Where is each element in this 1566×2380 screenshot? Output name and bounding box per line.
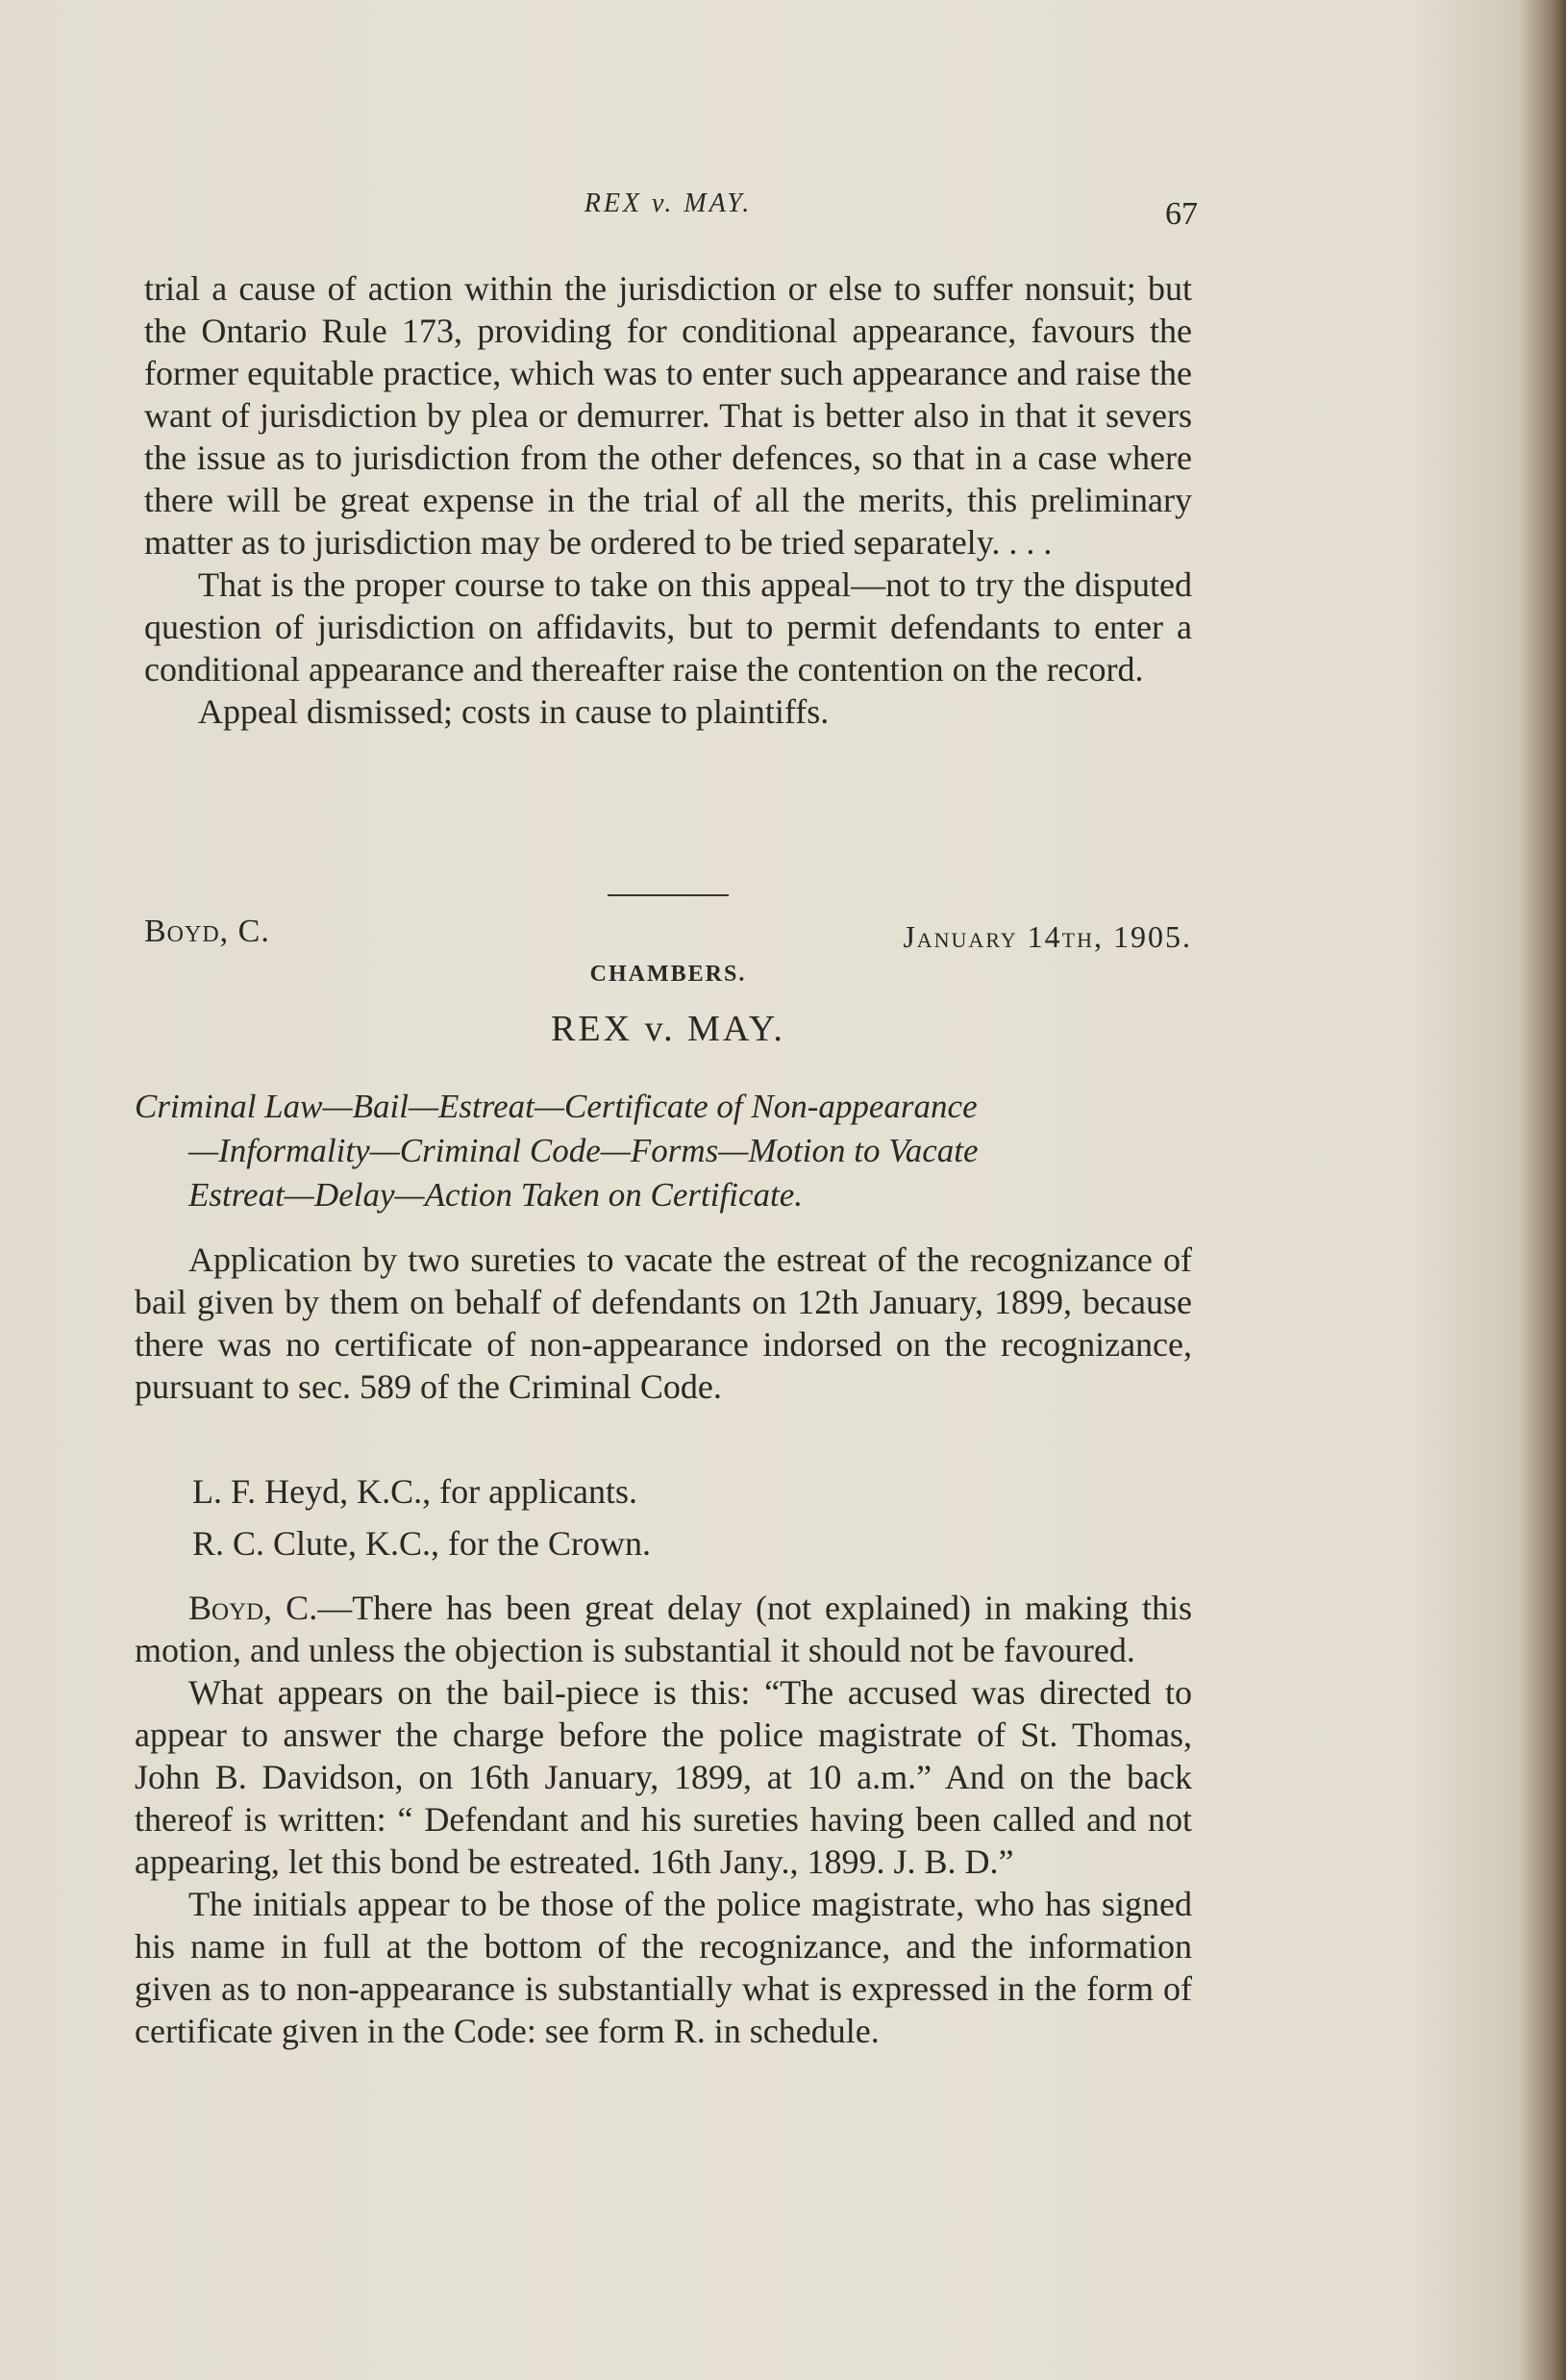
judgment-author: Boyd, C. bbox=[188, 1589, 318, 1627]
paragraph: That is the proper course to take on this appeal—not to try the disputed question of jurisdiction on affidavits, but to permit defendants to enter a conditional appearance and thereafter raise the contention on the record. bbox=[144, 565, 1192, 689]
previous-case-conclusion bbox=[144, 267, 1192, 733]
judge-name: Boyd, C. bbox=[144, 914, 270, 949]
paragraph-text: —There has been great delay (not explained) in making this motion, and unless the objection is substantial it should not be favoured. bbox=[135, 1589, 1193, 1669]
case-title: REX v. MAY. bbox=[551, 1009, 785, 1049]
headnote-line: Criminal Law—Bail—Estreat—Certificate of Non-appearance bbox=[135, 1088, 978, 1125]
counsel-crown: R. C. Clute, K.C., for the Crown. bbox=[192, 1524, 651, 1563]
paragraph: trial a cause of action within the jurisdiction or else to suffer nonsuit; but the Ontario Rule 173, providing for conditional appearance, favours the former equitable practice, which was to enter such appearance and raise the want of jurisdiction by plea or demurrer. That is better also in that it severs the issue as to jurisdiction from the other defences, so that in a case where there will be great expense in the trial of all the merits, this preliminary matter as to jurisdiction may be ordered to be tried separately. . . . bbox=[144, 269, 1192, 562]
paragraph: What appears on the bail-piece is this: “The accused was directed to appear to answer the charge before the police magistrate of St. Thomas, John B. Davidson, on 16th January, 1899, at 10 a.m.” And on the back thereof is written: “ Defendant and his sureties having been called and not appearing, let this bond be estreated. 16th Jany., 1899. J. B. D.” bbox=[135, 1673, 1192, 1881]
page-number: 67 bbox=[1165, 196, 1198, 232]
paragraph: The initials appear to be those of the police magistrate, who has signed his name in full at the bottom of the recognizance, and the information given as to non-appearance is substantially what is expressed in the form of certificate given in the Code: see form R. in schedule. bbox=[135, 1885, 1192, 2050]
counsel-applicants: L. F. Heyd, K.C., for applicants. bbox=[192, 1472, 638, 1511]
paragraph bbox=[135, 1587, 1192, 1671]
judgment bbox=[135, 1587, 1192, 2052]
paragraph: Application by two sureties to vacate the estreat of the recognizance of bail given by them on behalf of defendants on 12th January, 1899, because there was no certificate of non-appearance indorsed on the recognizance, pursuant to sec. 589 of the Criminal Code. bbox=[135, 1240, 1192, 1406]
headnote bbox=[135, 1085, 1192, 1217]
application-statement bbox=[135, 1239, 1192, 1408]
running-title: REX v. MAY. bbox=[584, 188, 753, 218]
decision-date: January 14th, 1905. bbox=[903, 919, 1192, 954]
headnote-line: Estreat—Delay—Action Taken on Certificate. bbox=[188, 1176, 803, 1214]
disposition: Appeal dismissed; costs in cause to plaintiffs. bbox=[198, 692, 830, 731]
headnote-line: —Informality—Criminal Code—Forms—Motion to Vacate bbox=[188, 1132, 979, 1169]
court-name: CHAMBERS. bbox=[589, 962, 747, 987]
running-head bbox=[144, 188, 1198, 237]
section-divider bbox=[608, 894, 729, 896]
